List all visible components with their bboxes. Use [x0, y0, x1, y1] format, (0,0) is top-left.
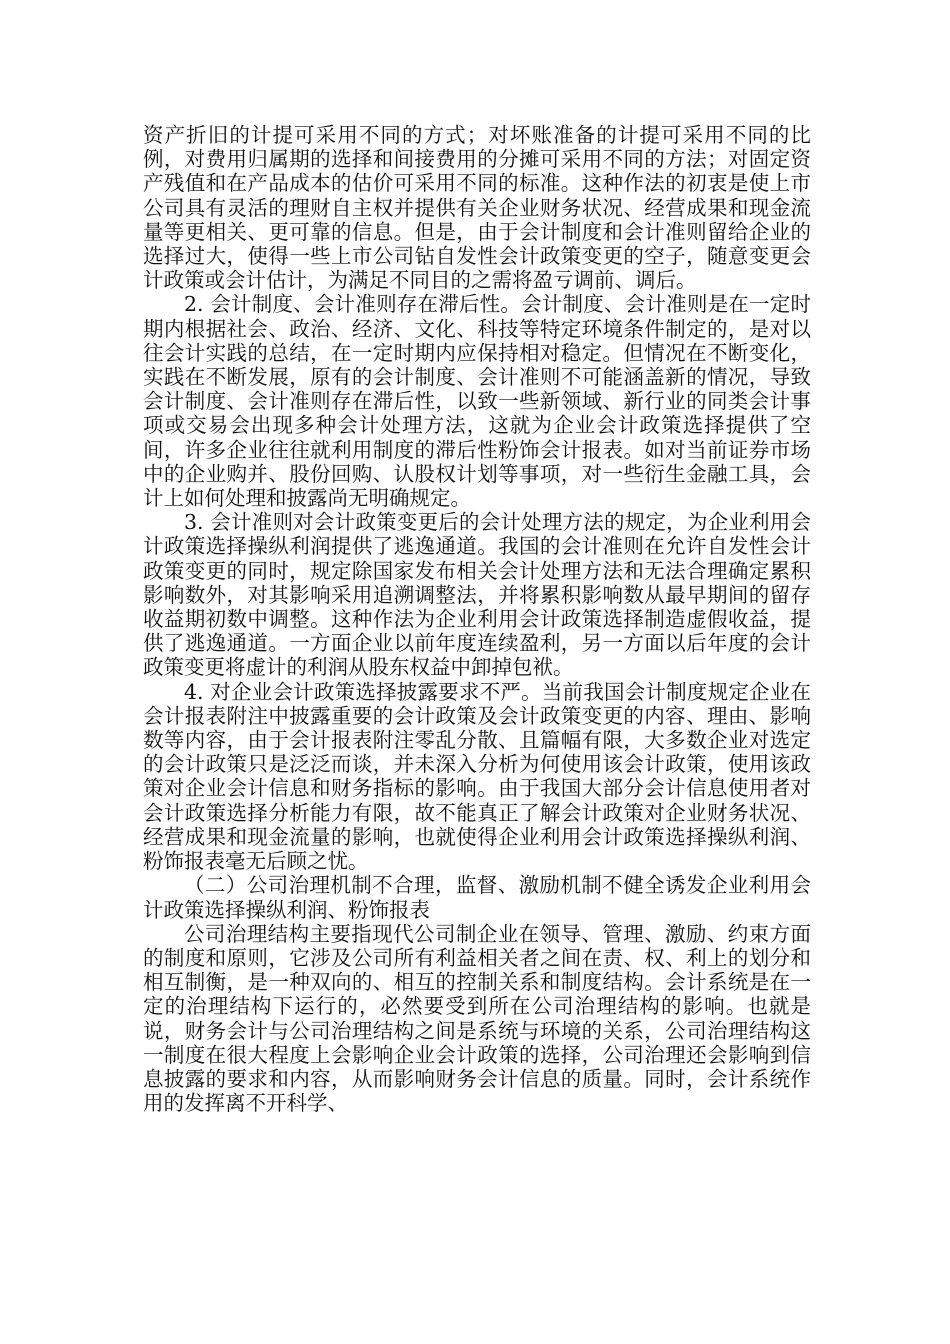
paragraph-continued: 资产折旧的计提可采用不同的方式；对坏账准备的计提可采用不同的比例，对费用归属期的选择和间接费用的分摊可采用不同的方法；对固定资产残值和在产品成本的估价可采用不同的标准。这种作法的初衷是使上市公司具有灵活的理财自主权并提供有关企业财务状况、经营成果和现金流量等更相关、更可靠的信息。但是，由于会计制度和会计准则留给企业的选择过大，使得一些上市公司钻自发性会计政策变更的空子，随意变更会计政策或会计估计，为满足不同目的之需将盈亏调前、调后。 — [143, 123, 811, 293]
paragraph-governance: 公司治理结构主要指现代公司制企业在领导、管理、激励、约束方面的制度和原则，它涉及公司所有利益相关者之间在责、权、利上的划分和相互制衡，是一种双向的、相互的控制关系和制度结构。会计系统是在一定的治理结构下运行的，必然要受到所在公司治理结构的影响。也就是说，财务会计与公司治理结构之间是系统与环境的关系，公司治理结构这一制度在很大程度上会影响企业会计政策的选择，公司治理还会影响到信息披露的要求和内容，从而影响财务会计信息的质量。同时，会计系统作用的发挥离不开科学、 — [143, 921, 811, 1116]
document-body — [143, 123, 811, 1115]
paragraph-point-3: 3. 会计准则对会计政策变更后的会计处理方法的规定，为企业利用会计政策选择操纵利润提供了逃逸通道。我国的会计准则在允许自发性会计政策变更的同时，规定除国家发布相关会计处理方法和无法合理确定累积影响数外，对其影响采用追溯调整法，并将累积影响数从最早期间的留存收益期初数中调整。这种作法为企业利用会计政策选择制造虚假收益，提供了逃逸通道。一方面企业以前年度连续盈利，另一方面以后年度的会计政策变更将虚计的利润从股东权益中卸掉包袱。 — [143, 510, 811, 680]
section-heading: （二）公司治理机制不合理，监督、激励机制不健全诱发企业利用会计政策选择操纵利润、粉饰报表 — [143, 873, 811, 922]
paragraph-point-2: 2. 会计制度、会计准则存在滞后性。会计制度、会计准则是在一定时期内根据社会、政治、经济、文化、科技等特定环境条件制定的，是对以往会计实践的总结，在一定时期内应保持相对稳定。但情况在不断变化，实践在不断发展，原有的会计制度、会计准则不可能涵盖新的情况，导致会计制度、会计准则存在滞后性，以致一些新领域、新行业的同类会计事项或交易会出现多种会计处理方法，这就为企业会计政策选择提供了空间，许多企业往往就利用制度的滞后性粉饰会计报表。如对当前证券市场中的企业购并、股份回购、认股权计划等事项，对一些衍生金融工具，会计上如何处理和披露尚无明确规定。 — [143, 292, 811, 511]
paragraph-point-4: 4. 对企业会计政策选择披露要求不严。当前我国会计制度规定企业在会计报表附注中披露重要的会计政策及会计政策变更的内容、理由、影响数等内容，由于会计报表附注零乱分散、且篇幅有限，大多数企业对选定的会计政策只是泛泛而谈，并未深入分析为何使用该会计政策，使用该政策对企业会计信息和财务指标的影响。由于我国大部分会计信息使用者对会计政策选择分析能力有限，故不能真正了解会计政策对企业财务状况、经营成果和现金流量的影响，也就使得企业利用会计政策选择操纵利润、粉饰报表毫无后顾之忧。 — [143, 679, 811, 874]
